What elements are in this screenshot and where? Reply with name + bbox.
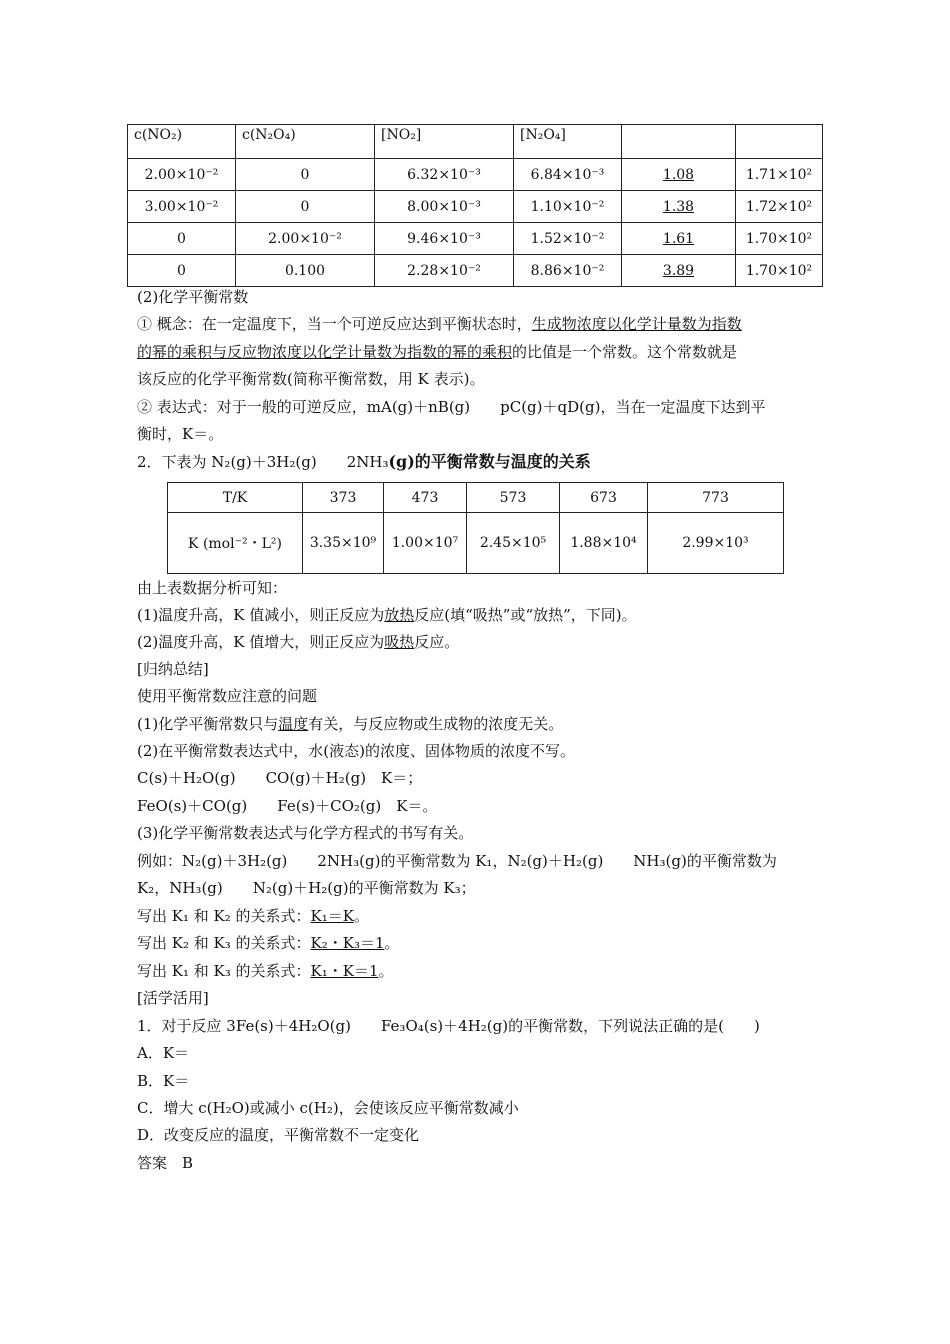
table-cell: 1.70×10²: [736, 223, 823, 255]
example-line-2: K₂，NH₃(g) N₂(g)＋H₂(g)的平衡常数为 K₃；: [137, 879, 476, 897]
table-row: [128, 223, 823, 255]
table-cell: 0.100: [236, 255, 375, 287]
table-row: [168, 513, 784, 574]
table-cell: 6.32×10⁻³: [375, 159, 514, 191]
relation-answer: K₂・K₃＝1: [310, 934, 385, 952]
header-cell: 673: [560, 483, 648, 513]
table-cell: 1.70×10²: [736, 255, 823, 287]
relation-text: 。: [353, 907, 369, 925]
concept-text: 的比值是一个常数。这个常数就是: [512, 343, 738, 361]
table-cell: 1.61: [622, 223, 736, 255]
table-cell: 1.08: [622, 159, 736, 191]
header-cell: [622, 125, 736, 159]
analysis-text: (1)温度升高，K 值减小，则正反应为: [137, 606, 385, 624]
table-cell: 9.46×10⁻³: [375, 223, 514, 255]
table-cell: 1.00×10⁷: [384, 513, 467, 574]
expression-line-2: 衡时，K＝。: [137, 425, 224, 443]
relation-1: [137, 905, 369, 927]
table-cell: 2.99×10³: [648, 513, 784, 574]
table-cell: 6.84×10⁻³: [514, 159, 622, 191]
concept-line-2: [137, 341, 737, 363]
analysis-text: (2)温度升高，K 值增大，则正反应为: [137, 633, 385, 651]
summary-item-3: (3)化学平衡常数表达式与化学方程式的书写有关。: [137, 824, 474, 842]
practice-question-1: 1．对于反应 3Fe(s)＋4H₂O(g) Fe₃O₄(s)＋4H₂(g)的平衡常数，下列说法正确的是( ): [137, 1017, 760, 1035]
summary-text: 有关，与反应物或生成物的浓度无关。: [308, 715, 564, 733]
header-cell: 373: [303, 483, 384, 513]
relation-2: [137, 932, 400, 954]
summary-answer: 温度: [278, 715, 309, 733]
table-cell: 3.00×10⁻²: [128, 191, 236, 223]
relation-text: 写出 K₂ 和 K₃ 的关系式：: [137, 934, 311, 952]
equation-2: FeO(s)＋CO(g) Fe(s)＋CO₂(g) K＝。: [137, 797, 438, 815]
analysis-intro: 由上表数据分析可知：: [137, 579, 288, 597]
table-cell: 1.52×10⁻²: [514, 223, 622, 255]
analysis-answer: 放热: [384, 606, 415, 624]
header-cell: T/K: [168, 483, 303, 513]
table-cell: 1.38: [622, 191, 736, 223]
table-row: [128, 191, 823, 223]
table-cell: 1.71×10²: [736, 159, 823, 191]
table-header-row: [128, 125, 823, 159]
practice-title: [活学活用]: [137, 989, 209, 1007]
analysis-text: 反应。: [414, 633, 460, 651]
question-2-prefix: 2．下表为 N₂(g)＋3H₂(g) 2NH₃: [137, 453, 389, 471]
summary-title: [归纳总结]: [137, 660, 209, 678]
option-b: B．K＝: [137, 1072, 190, 1090]
header-cell: 573: [467, 483, 560, 513]
relation-answer: K₁・K＝1: [310, 962, 379, 980]
table-row: [128, 159, 823, 191]
relation-text: 写出 K₁ 和 K₂ 的关系式：: [137, 907, 311, 925]
header-cell: [736, 125, 823, 159]
relation-answer: K₁＝K: [310, 907, 354, 925]
table-cell: 1.10×10⁻²: [514, 191, 622, 223]
table-cell: 0: [128, 223, 236, 255]
header-cell: 773: [648, 483, 784, 513]
table-cell: 1.72×10²: [736, 191, 823, 223]
equilibrium-data-table: [127, 124, 823, 287]
question-2-title: [137, 451, 591, 473]
temperature-constant-table: [167, 482, 784, 574]
answer-line: 答案 B: [137, 1154, 194, 1172]
concept-answer: 生成物浓度以化学计量数为指数: [531, 315, 742, 333]
table-cell: 0: [236, 191, 375, 223]
table-cell: 0: [236, 159, 375, 191]
table-cell: 1.88×10⁴: [560, 513, 648, 574]
option-c: C．增大 c(H₂O)或减小 c(H₂)，会使该反应平衡常数减小: [137, 1099, 519, 1117]
analysis-item-2: [137, 631, 459, 653]
header-cell: 473: [384, 483, 467, 513]
table-header-row: [168, 483, 784, 513]
analysis-text: 反应(填“吸热”或“放热”，下同)。: [414, 606, 637, 624]
table-cell: 8.00×10⁻³: [375, 191, 514, 223]
header-cell: c(NO₂): [128, 125, 236, 159]
expression-line-1: ② 表达式：对于一般的可逆反应，mA(g)＋nB(g) pC(g)＋qD(g)，当在一定温度下达到平: [137, 398, 766, 416]
analysis-answer: 吸热: [384, 633, 415, 651]
table-cell: 2.00×10⁻²: [236, 223, 375, 255]
summary-item-1: [137, 713, 563, 735]
question-2-suffix: (g)的平衡常数与温度的关系: [388, 452, 591, 471]
relation-text: 。: [384, 934, 400, 952]
table-row: [128, 255, 823, 287]
summary-subtitle: 使用平衡常数应注意的问题: [137, 687, 318, 705]
concept-line-1: [137, 313, 742, 335]
table-cell: 2.00×10⁻²: [128, 159, 236, 191]
relation-text: 写出 K₁ 和 K₃ 的关系式：: [137, 962, 311, 980]
table-cell: 3.35×10⁹: [303, 513, 384, 574]
row-label: K (mol⁻²・L²): [168, 513, 303, 574]
example-line-1: 例如：N₂(g)＋3H₂(g) 2NH₃(g)的平衡常数为 K₁，N₂(g)＋H₂(g) NH₃(g)的平衡常数为: [137, 852, 777, 870]
header-cell: [NO₂]: [375, 125, 514, 159]
table-cell: 0: [128, 255, 236, 287]
option-d: D．改变反应的温度，平衡常数不一定变化: [137, 1126, 420, 1144]
table-cell: 3.89: [622, 255, 736, 287]
option-a: A．K＝: [137, 1044, 190, 1062]
summary-item-2: (2)在平衡常数表达式中，水(液态)的浓度、固体物质的浓度不写。: [137, 742, 575, 760]
summary-text: (1)化学平衡常数只与: [137, 715, 279, 733]
relation-3: [137, 960, 394, 982]
analysis-item-1: [137, 604, 637, 626]
header-cell: [N₂O₄]: [514, 125, 622, 159]
table-cell: 8.86×10⁻²: [514, 255, 622, 287]
concept-answer: 的幂的乘积与反应物浓度以化学计量数为指数的幂的乘积: [137, 343, 513, 361]
concept-line-3: 该反应的化学平衡常数(简称平衡常数，用 K 表示)。: [137, 370, 485, 388]
header-cell: c(N₂O₄): [236, 125, 375, 159]
concept-text: ① 概念：在一定温度下，当一个可逆反应达到平衡状态时，: [137, 315, 532, 333]
table-cell: 2.28×10⁻²: [375, 255, 514, 287]
section-title: (2)化学平衡常数: [137, 288, 249, 306]
table-cell: 2.45×10⁵: [467, 513, 560, 574]
relation-text: 。: [378, 962, 394, 980]
equation-1: C(s)＋H₂O(g) CO(g)＋H₂(g) K＝；: [137, 769, 423, 787]
